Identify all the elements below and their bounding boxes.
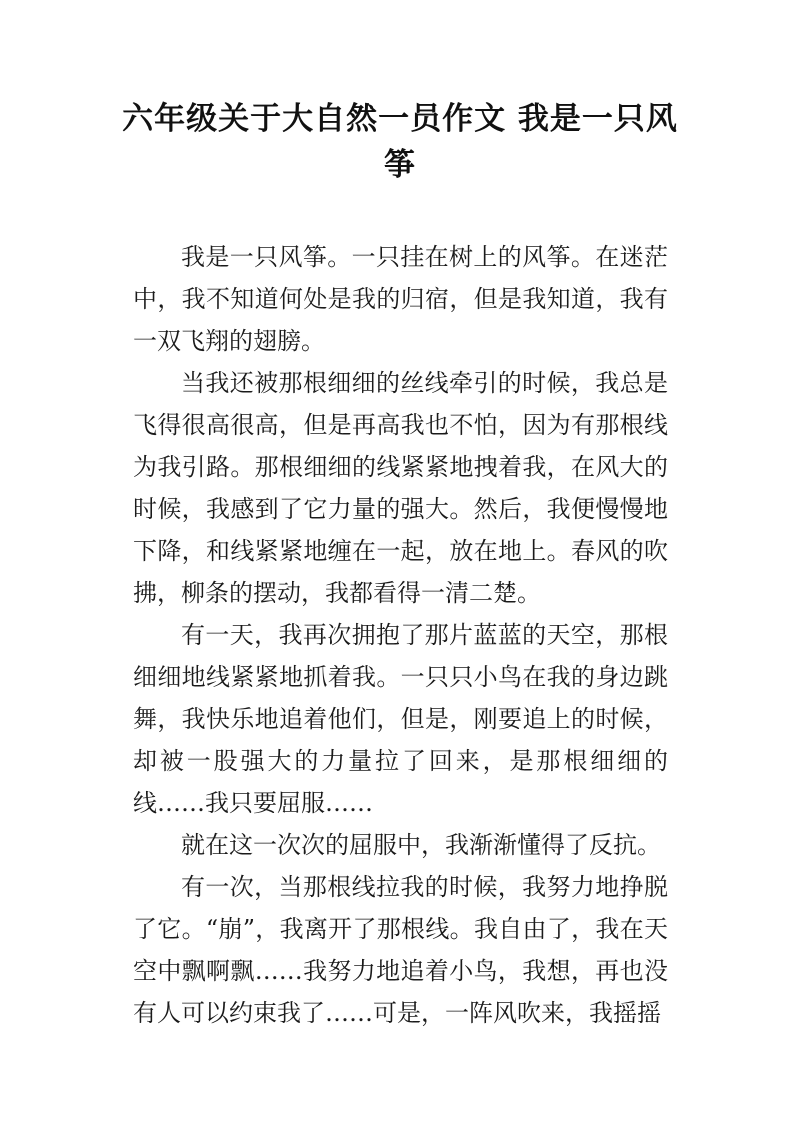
paragraph-3: 有一天，我再次拥抱了那片蓝蓝的天空，那根细细地线紧紧地抓着我。一只只小鸟在我的身边跳舞，我快乐地追着他们，但是，刚要追上的时候，却被一股强大的力量拉了回来，是那根细细的线……我只要屈服…… bbox=[133, 621, 668, 817]
paragraph-4: 就在这一次次的屈服中，我渐渐懂得了反抗。 bbox=[181, 831, 661, 859]
paragraph-1: 我是一只风筝。一只挂在树上的风筝。在迷茫中，我不知道何处是我的归宿，但是我知道，我有一双飞翔的翅膀。 bbox=[133, 243, 668, 355]
paragraph-2: 当我还被那根细细的丝线牵引的时候，我总是飞得很高很高，但是再高我也不怕，因为有那根线为我引路。那根细细的线紧紧地拽着我，在风大的时候，我感到了它力量的强大。然后，我便慢慢地下降，和线紧紧地缠在一起，放在地上。春风的吹拂，柳条的摆动，我都看得一清二楚。 bbox=[133, 369, 668, 607]
document-body bbox=[133, 236, 668, 1034]
paragraph-5: 有一次，当那根线拉我的时候，我努力地挣脱了它。“崩”，我离开了那根线。我自由了，我在天空中飘啊飘……我努力地追着小鸟，我想，再也没有人可以约束我了……可是，一阵风吹来，我摇摇 bbox=[133, 873, 668, 1027]
document-title: 六年级关于大自然一员作文 我是一只风筝 bbox=[122, 101, 678, 183]
